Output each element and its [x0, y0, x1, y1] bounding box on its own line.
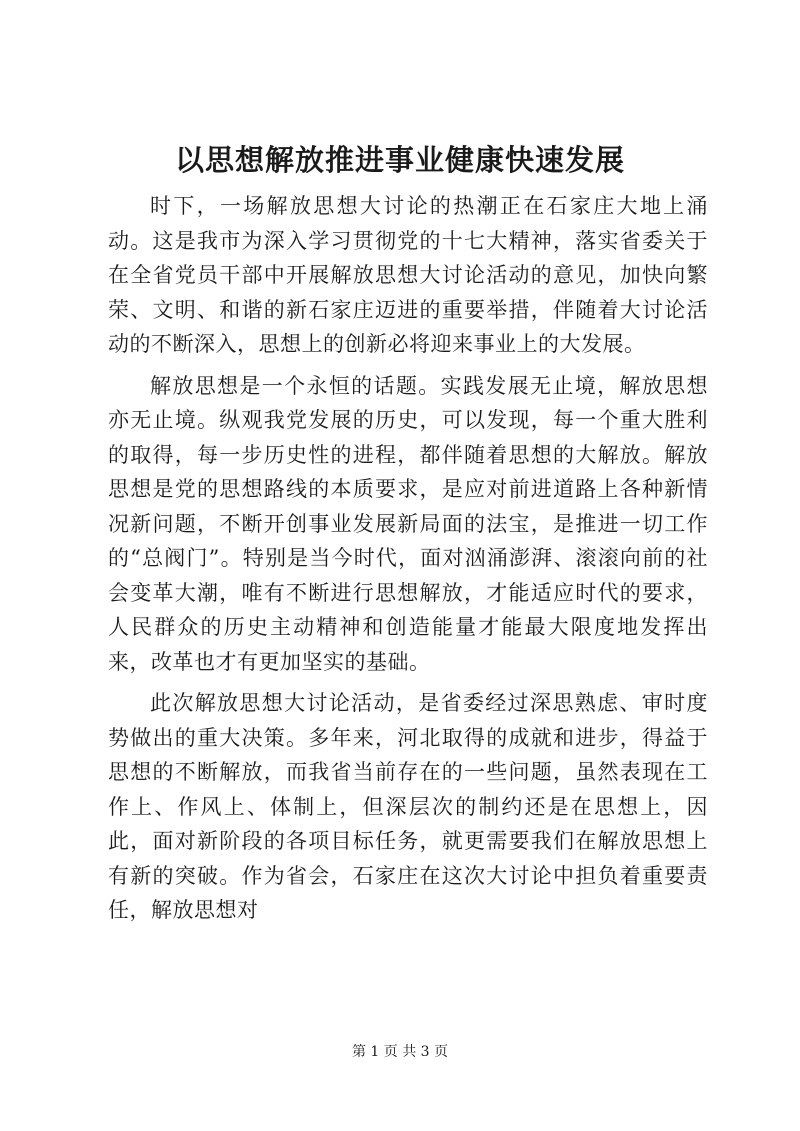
paragraph-2: 解放思想是一个永恒的话题。实践发展无止境，解放思想亦无止境。纵观我党发展的历史，可以发现，每一个重大胜利的取得，每一步历史性的进程，都伴随着思想的大解放。解放思想是党的思想路线的本质要求，是应对前进道路上各种新情况新问题，不断开创事业发展新局面的法宝，是推进一切工作的“总阀门”。特别是当今时代，面对汹涌澎湃、滚滚向前的社会变革大潮，唯有不断进行思想解放，才能适应时代的要求，人民群众的历史主动精神和创造能量才能最大限度地发挥出来，改革也才有更加坚实的基础。: [108, 373, 708, 674]
paragraph-1: 时下，一场解放思想大讨论的热潮正在石家庄大地上涌动。这是我市为深入学习贯彻党的十七大精神，落实省委关于在全省党员干部中开展解放思想大讨论活动的意见，加快向繁荣、文明、和谐的新石家庄迈进的重要举措，伴随着大讨论活动的不断深入，思想上的创新必将迎来事业上的大发展。: [108, 194, 708, 356]
paragraph-3: 此次解放思想大讨论活动，是省委经过深思熟虑、审时度势做出的重大决策。多年来，河北取得的成就和进步，得益于思想的不断解放，而我省当前存在的一些问题，虽然表现在工作上、作风上、体制上，但深层次的制约还是在思想上，因此，面对新阶段的各项目标任务，就更需要我们在解放思想上有新的突破。作为省会，石家庄在这次大讨论中担负着重要责任，解放思想对: [108, 691, 708, 922]
document-body: [108, 189, 708, 935]
page-number-footer: 第 1 页 共 3 页: [351, 1044, 449, 1060]
document-title: 以思想解放推进事业健康快速发展: [174, 143, 625, 177]
